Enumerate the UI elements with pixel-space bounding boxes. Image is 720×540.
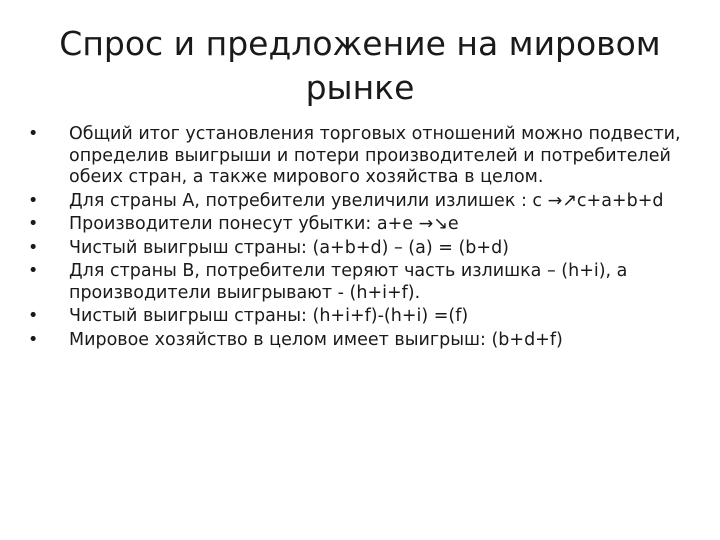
- slide-title: [40, 22, 680, 110]
- bullet-text: Для страны А, потребители увеличили излишек : с →↗с+а+b+d: [69, 190, 664, 211]
- bullet-item: [28, 191, 700, 213]
- bullet-text: Производители понесут убытки: а+е →↘е: [69, 214, 459, 234]
- slide-title-line-1: Спрос и предложение на мировом: [59, 24, 661, 63]
- bullet-list: [28, 124, 700, 353]
- bullet-item: [28, 214, 700, 236]
- bullet-text: Для страны В, потребители теряют часть излишка – (h+i), а производители выигрывают - (h+i+f).: [69, 261, 628, 303]
- bullet-text: Мировое хозяйство в целом имеет выигрыш: (b+d+f): [69, 329, 563, 350]
- bullet-text: Общий итог установления торговых отношений можно подвести, определив выигрыши и потери производителей и потребителей обеих стран, а также мирового хозяйства в целом.: [69, 124, 681, 187]
- bullet-marker: •: [28, 306, 39, 326]
- bullet-marker: •: [28, 261, 39, 281]
- bullet-item: [28, 238, 700, 260]
- bullet-marker: •: [28, 329, 39, 350]
- bullet-item: [28, 124, 700, 189]
- bullet-text: Чистый выигрыш страны: (h+i+f)-(h+i) =(f): [69, 306, 469, 326]
- bullet-marker: •: [28, 237, 39, 258]
- bullet-marker: •: [28, 124, 39, 144]
- slide-title-line-2: рынке: [305, 68, 415, 107]
- bullet-item: [28, 261, 700, 304]
- bullet-item: [28, 330, 700, 352]
- bullet-marker: •: [28, 190, 39, 211]
- bullet-marker: •: [28, 214, 39, 234]
- bullet-item: [28, 306, 700, 328]
- bullet-text: Чистый выигрыш страны: (a+b+d) – (a) = (b+d): [69, 237, 510, 258]
